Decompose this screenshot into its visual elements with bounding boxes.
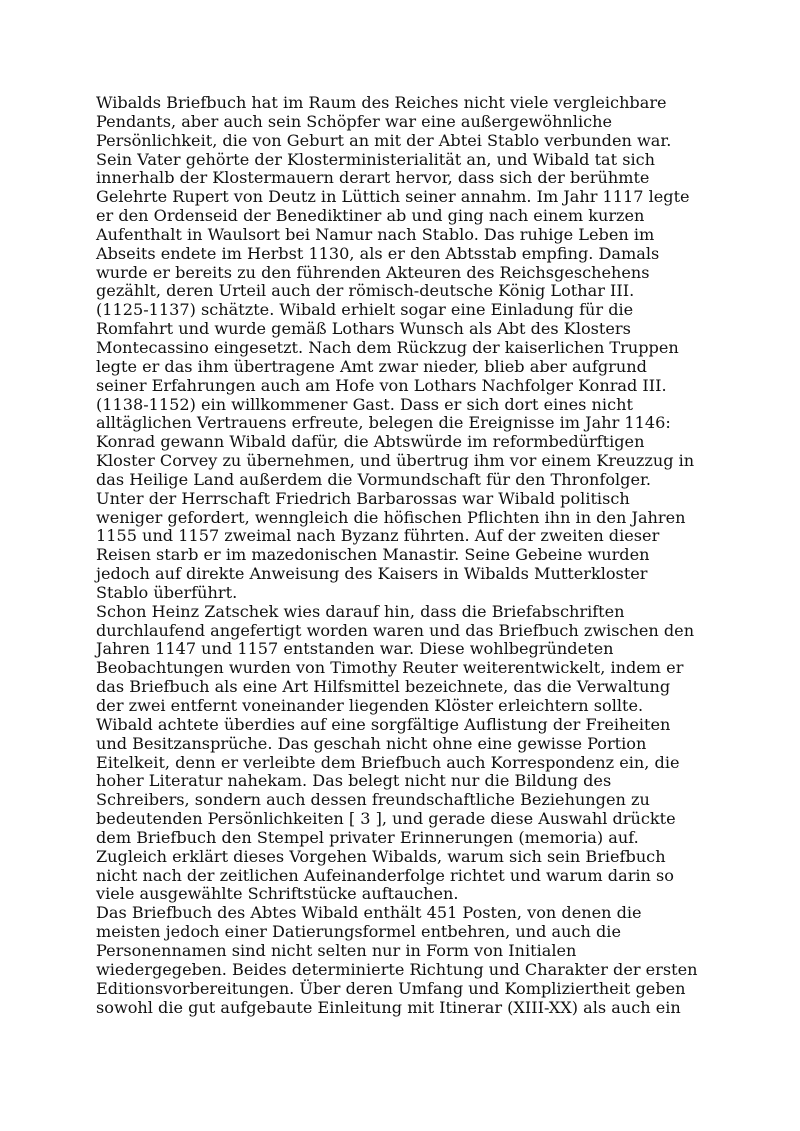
- text-line: Montecassino eingesetzt. Nach dem Rückzug der kaiserlichen Truppen: [96, 337, 679, 357]
- text-line: Sein Vater gehörte der Klosterministerialität an, und Wibald tat sich: [96, 149, 656, 169]
- text-line: Abseits endete im Herbst 1130, als er den Abtsstab empfing. Damals: [96, 243, 660, 263]
- text-line: hoher Literatur nahekam. Das belegt nicht nur die Bildung des: [96, 771, 612, 791]
- text-line: (1138-1152) ein willkommener Gast. Dass er sich dort eines nicht: [96, 394, 633, 414]
- text-line: der zwei entfernt voneinander liegenden Klöster erleichtern sollte.: [96, 696, 644, 715]
- text-line: Schon Heinz Zatschek wies darauf hin, dass die Briefabschriften: [96, 601, 625, 621]
- text-line: wiedergegeben. Beides determinierte Richtung und Charakter der ersten: [96, 959, 698, 979]
- text-line: Kloster Corvey zu übernehmen, und übertrug ihm vor einem Kreuzzug in: [96, 451, 695, 471]
- text-line: Pendants, aber auch sein Schöpfer war eine außergewöhnliche: [96, 111, 612, 131]
- text-line: wurde er bereits zu den führenden Akteuren des Reichsgeschehens: [96, 262, 650, 282]
- text-line: Konrad gewann Wibald dafür, die Abtswürde im reformbedürftigen: [96, 432, 645, 452]
- text-line: durchlaufend angefertigt worden waren und das Briefbuch zwischen den: [96, 620, 695, 640]
- text-line: Eitelkeit, denn er verleibte dem Briefbuch auch Korrespondenz ein, die: [96, 752, 680, 772]
- text-line: alltäglichen Vertrauens erfreute, belegen die Ereignisse im Jahr 1146:: [96, 413, 671, 433]
- text-line: das Briefbuch als eine Art Hilfsmittel bezeichnete, das die Verwaltung: [96, 677, 671, 697]
- text-line: das Heilige Land außerdem die Vormundschaft für den Thronfolger.: [96, 469, 652, 489]
- text-line: weniger gefordert, wenngleich die höfischen Pflichten ihn in den Jahren: [96, 507, 686, 527]
- text-line: (1125-1137) schätzte. Wibald erhielt sogar eine Einladung für die: [96, 300, 634, 320]
- text-line: Beobachtungen wurden von Timothy Reuter weiterentwickelt, indem er: [96, 658, 684, 678]
- text-line: Aufenthalt in Waulsort bei Namur nach Stablo. Das ruhige Leben im: [96, 224, 655, 244]
- text-line: Editionsvorbereitungen. Über deren Umfang und Kompliziertheit geben: [96, 978, 686, 998]
- text-line: seiner Erfahrungen auch am Hofe von Lothars Nachfolger Konrad III.: [96, 375, 667, 395]
- text-line: Zugleich erklärt dieses Vorgehen Wibalds, warum sich sein Briefbuch: [96, 846, 666, 866]
- text-line: legte er das ihm übertragene Amt zwar nieder, blieb aber aufgrund: [96, 356, 647, 376]
- text-line: viele ausgewählte Schriftstücke auftauchen.: [96, 884, 459, 904]
- text-line: er den Ordenseid der Benediktiner ab und ging nach einem kurzen: [96, 206, 645, 226]
- text-line: jedoch auf direkte Anweisung des Kaisers in Wibalds Mutterkloster: [96, 564, 648, 584]
- text-line: bedeutenden Persönlichkeiten [ 3 ], und gerade diese Auswahl drückte: [96, 809, 676, 829]
- text-line: Das Briefbuch des Abtes Wibald enthält 451 Posten, von denen die: [96, 903, 642, 923]
- text-line: sowohl die gut aufgebaute Einleitung mit Itinerar (XIII-XX) als auch ein: [96, 997, 681, 1017]
- text-line: meisten jedoch einer Datierungsformel entbehren, und auch die: [96, 922, 621, 942]
- text-line: Wibalds Briefbuch hat im Raum des Reiches nicht viele vergleichbare: [96, 93, 667, 112]
- text-line: Wibald achtete überdies auf eine sorgfältige Auflistung der Freiheiten: [96, 714, 671, 734]
- text-line: gezählt, deren Urteil auch der römisch-deutsche König Lothar III.: [96, 281, 635, 301]
- text-line: Persönlichkeit, die von Geburt an mit der Abtei Stablo verbunden war.: [96, 130, 672, 150]
- text-line: Jahren 1147 und 1157 entstanden war. Diese wohlbegründeten: [96, 639, 614, 659]
- text-line: Gelehrte Rupert von Deutz in Lüttich seiner annahm. Im Jahr 1117 legte: [96, 187, 690, 207]
- text-line: Reisen starb er im mazedonischen Manastir. Seine Gebeine wurden: [96, 545, 650, 565]
- text-line: Stablo überführt.: [96, 582, 238, 602]
- document-text-body: [96, 94, 716, 1017]
- text-line: dem Briefbuch den Stempel privater Erinnerungen (memoria) auf.: [96, 827, 639, 847]
- text-line: 1155 und 1157 zweimal nach Byzanz führten. Auf der zweiten dieser: [96, 526, 660, 546]
- text-line: Personennamen sind nicht selten nur in Form von Initialen: [96, 940, 577, 960]
- text-line: nicht nach der zeitlichen Aufeinanderfolge richtet und warum darin so: [96, 865, 674, 885]
- text-line: innerhalb der Klostermauern derart hervor, dass sich der berühmte: [96, 168, 650, 188]
- text-line: Schreibers, sondern auch dessen freundschaftliche Beziehungen zu: [96, 790, 650, 810]
- text-line: und Besitzansprüche. Das geschah nicht ohne eine gewisse Portion: [96, 733, 647, 753]
- text-line: Romfahrt und wurde gemäß Lothars Wunsch als Abt des Klosters: [96, 319, 631, 339]
- text-line: Unter der Herrschaft Friedrich Barbarossas war Wibald politisch: [96, 488, 630, 508]
